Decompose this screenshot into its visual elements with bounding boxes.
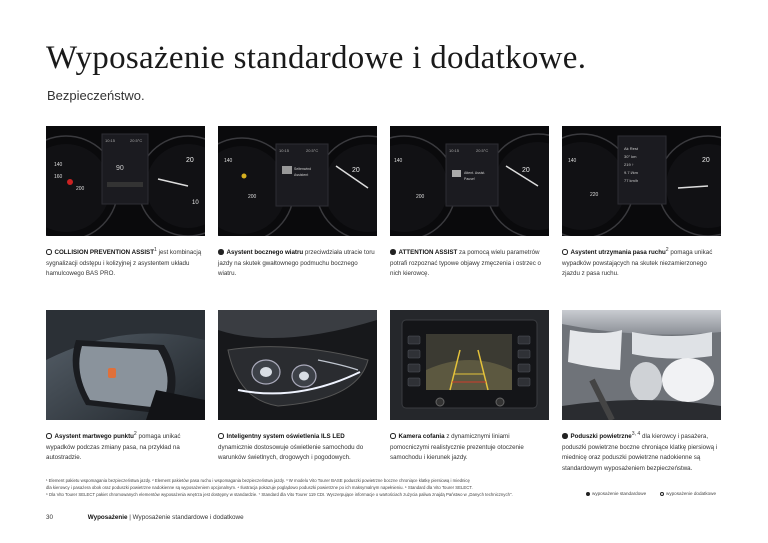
svg-text:Attent. Assist.: Attent. Assist.	[464, 171, 486, 175]
optional-equipment-icon	[390, 249, 396, 255]
cluster-time: 10:15	[105, 138, 116, 143]
footnote-line: ⁶ Dla Vito Tourer SELECT pakiet chromowanych elementów wyposażenia wnętrza jest dostępny w standardzie. ⁷ Standard dla Vito Tourer 119 CDI. Wyczerpujące informacje o wartościach zużycia paliwa znajdą Państwo w „Danych technicznych".	[46, 492, 513, 497]
svg-text:Assistent: Assistent	[294, 173, 309, 177]
standard-equipment-icon	[218, 433, 224, 439]
cluster-lane-photo	[562, 126, 721, 236]
camera-screen-photo	[390, 310, 549, 420]
svg-text:Ak Rest: Ak Rest	[624, 146, 639, 151]
page-subtitle: Bezpieczeństwo.	[47, 88, 145, 103]
svg-text:219 ↑: 219 ↑	[624, 162, 634, 167]
cpa-readout: 90	[116, 165, 124, 172]
svg-text:77 km/h: 77 km/h	[624, 178, 639, 183]
feature-description: pomaga unikać wypadków powstających na skutek niezamierzonego zjazdu z pasa ruchu.	[562, 249, 713, 278]
svg-text:20.5°C: 20.5°C	[476, 148, 489, 153]
svg-text:30° km: 30° km	[624, 154, 637, 159]
svg-text:10:15: 10:15	[279, 148, 290, 153]
standard-equipment-icon	[46, 433, 52, 439]
feature-name: Asystent bocznego wiatru	[226, 249, 304, 257]
svg-text:10:15: 10:15	[449, 148, 460, 153]
feature-description: dla kierowcy i pasażera, poduszki powietrzne boczne chroniące klatkę piersiową i miednicę oraz poduszki powietrzne nadokienne są standardowym wyposażeniem bezpieczeństwa.	[562, 433, 718, 472]
optional-legend-icon	[660, 492, 664, 496]
svg-text:140: 140	[394, 158, 403, 164]
svg-text:200: 200	[76, 186, 85, 192]
feature-lane-keeping-assist	[562, 126, 721, 280]
feature-description: dynamicznie dostosowuje oświetlenie samochodu do warunków świetlnych, drogowych i pogodowych.	[218, 443, 364, 462]
cluster-crosswind-photo	[218, 126, 377, 236]
feature-name: Asystent martwego punktu	[54, 433, 134, 441]
feature-description: pomaga unikać wypadków podczas zmiany pasa, na przykład na autostradzie.	[46, 433, 181, 462]
svg-text:10: 10	[192, 200, 199, 206]
svg-text:20: 20	[702, 157, 710, 164]
footer-separator: |	[129, 514, 131, 521]
standard-equipment-icon	[562, 249, 568, 255]
svg-text:Pause!: Pause!	[464, 177, 475, 181]
standard-equipment-icon	[46, 249, 52, 255]
optional-equipment-icon	[218, 249, 224, 255]
cluster-temp: 20.5°C	[130, 138, 143, 143]
airbags-photo	[562, 310, 721, 420]
svg-text:200: 200	[416, 194, 425, 200]
feature-grid-top	[46, 126, 722, 280]
svg-text:20: 20	[522, 167, 530, 174]
feature-name: COLLISION PREVENTION ASSIST	[54, 249, 154, 257]
feature-caption: Poduszki powietrzne$^{3, 4}$ dla kierowcy i pasażera, poduszki powietrzne boczne chroniące klatkę piersiową i miednicę oraz poduszki powietrzne nadokienne są standardowym wyposażeniem bezpieczeństwa.	[562, 431, 718, 472]
feature-description: przeciwdziała utracie toru jazdy na skutek gwałtownego podmuchu bocznego wiatru.	[218, 249, 375, 278]
svg-text:20: 20	[352, 167, 360, 174]
legend-standard: wyposażenie standardowe	[586, 491, 646, 496]
footnote-line: dla kierowcy i pasażera obok oraz poduszki powietrzne nadokienne są wyposażeniem opcjonalnym. ⁴ Ilustracja pokazuje poglądowo poduszki powietrzne po ich maksymalnym napełnieniu. ⁵ Standard dla Vito Tourer SELECT.	[46, 485, 473, 490]
feature-airbags	[562, 310, 721, 474]
feature-description: za pomocą wielu parametrów potrafi rozpoznać typowe objawy zmęczenia i ostrzec o nich kierowcę.	[390, 249, 541, 278]
feature-led-lighting	[218, 310, 377, 474]
feature-collision-prevention	[46, 126, 205, 280]
feature-name: Poduszki powietrzne	[570, 433, 632, 441]
feature-name: Kamera cofania	[398, 433, 445, 441]
feature-grid-bottom	[46, 310, 722, 474]
cluster-collision-photo	[46, 126, 205, 236]
standard-equipment-icon	[390, 433, 396, 439]
mirror-photo	[46, 310, 205, 420]
svg-text:220: 220	[590, 192, 599, 198]
page-number: 30	[46, 514, 54, 521]
svg-text:140: 140	[224, 158, 233, 164]
feature-blind-spot-assist	[46, 310, 205, 474]
cluster-attention-photo	[390, 126, 549, 236]
standard-legend-icon	[586, 492, 590, 496]
svg-text:9.7 l/km: 9.7 l/km	[624, 170, 639, 175]
feature-caption: COLLISION PREVENTION ASSIST$^1$ jest kombinacją sygnalizacji odstępu i kolizyjnej z asystentem układu hamulcowego BAS PRO.	[46, 247, 202, 278]
footer-subsection: Wyposażenie standardowe i dodatkowe	[132, 514, 244, 521]
feature-reversing-camera	[390, 310, 549, 474]
legend-optional: wyposażenie dodatkowe	[660, 491, 716, 496]
svg-text:160: 160	[54, 174, 63, 180]
feature-description: jest kombinacją sygnalizacji odstępu i kolizyjnej z asystentem układu hamulcowego BAS PRO.	[46, 249, 202, 278]
feature-caption: Asystent martwego punktu$^2$ pomaga unikać wypadków podczas zmiany pasa, na przykład na autostradzie.	[46, 431, 181, 462]
svg-text:Seitenwind: Seitenwind	[294, 167, 312, 171]
feature-caption	[218, 429, 377, 464]
footer-section: Wyposażenie	[87, 514, 128, 521]
svg-text:140: 140	[54, 162, 63, 168]
feature-name: ATTENTION ASSIST	[398, 249, 458, 257]
feature-caption	[390, 245, 549, 280]
svg-text:20.5°C: 20.5°C	[306, 148, 319, 153]
feature-name: Asystent utrzymania pasa ruchu	[570, 249, 666, 257]
page-title: Wyposażenie standardowe i dodatkowe.	[46, 40, 587, 76]
feature-name: Inteligentny system oświetlenia ILS LED	[226, 433, 345, 441]
optional-equipment-icon	[562, 433, 568, 439]
feature-caption: Asystent utrzymania pasa ruchu$^2$ pomaga unikać wypadków powstających na skutek niezamierzonego zjazdu z pasa ruchu.	[562, 247, 713, 278]
page-footer	[46, 514, 244, 521]
headlight-photo	[218, 310, 377, 420]
feature-description: z dynamicznymi liniami pomocniczymi realistycznie prezentuje otoczenie samochodu i kierunek jazdy.	[390, 433, 524, 462]
feature-crosswind-assist	[218, 126, 377, 280]
feature-caption	[390, 429, 549, 464]
svg-text:140: 140	[568, 158, 577, 164]
feature-attention-assist	[390, 126, 549, 280]
feature-caption	[218, 245, 377, 280]
footnote-line: ¹ Element pakietu wspomagania bezpieczeństwa jazdy. ² Element pakietów pasa ruchu i wspomagania bezpieczeństwa jazdy. ³ W modelu Vito Tourer BASE poduszki powietrzne boczne chroniące klatkę piersiową i miednicę	[46, 478, 470, 483]
svg-text:20: 20	[186, 157, 194, 164]
svg-text:200: 200	[248, 194, 257, 200]
